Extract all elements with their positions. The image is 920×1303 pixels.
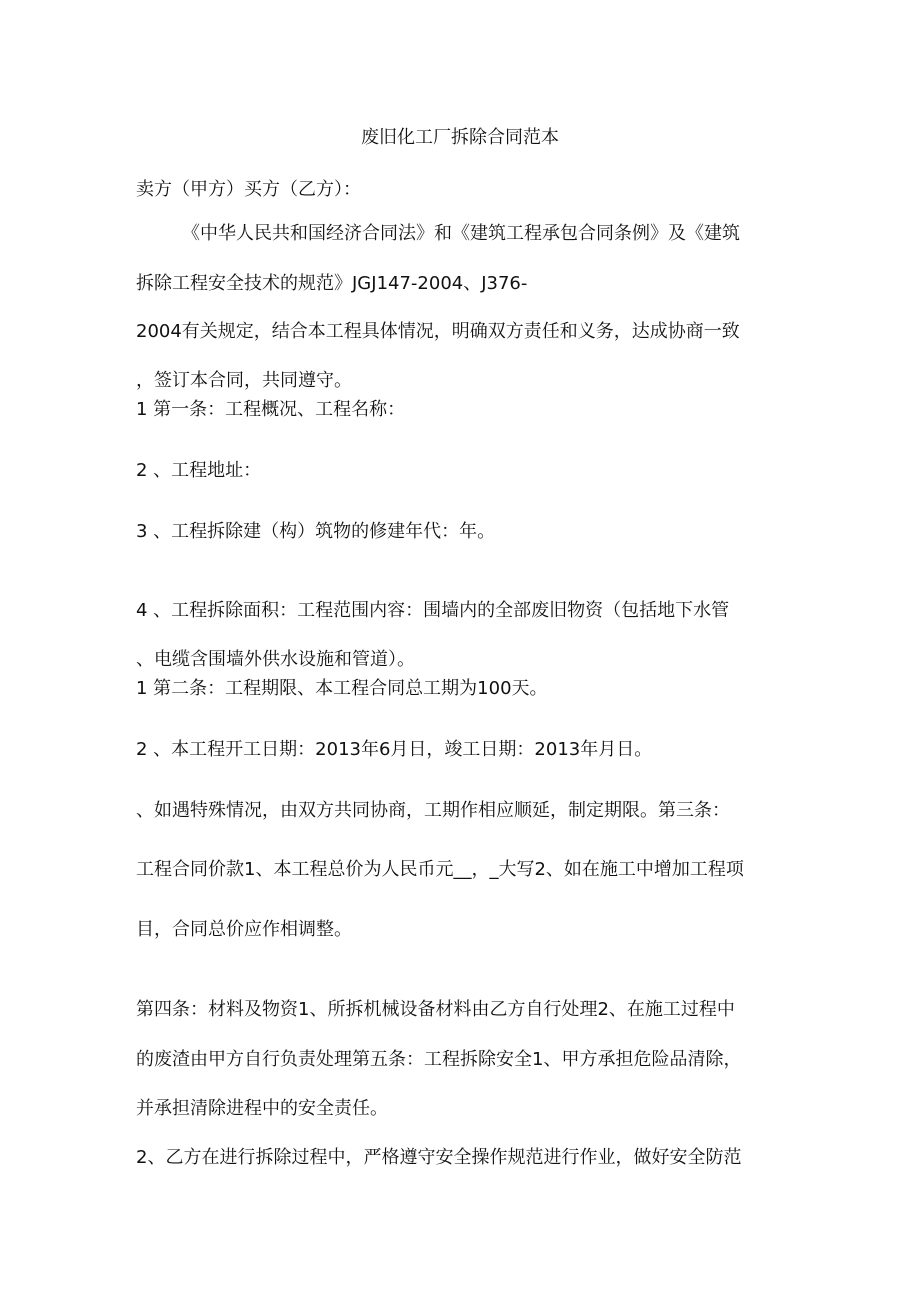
basis-line-2: 拆除工程安全技术的规范》JGJ147-2004、J376- xyxy=(136,273,528,294)
basis-line-1: 《中华人民共和国经济合同法》和《建筑工程承包合同条例》及《建筑 xyxy=(182,223,740,244)
article-1-item-3: 3 、工程拆除建（构）筑物的修建年代：年。 xyxy=(136,521,496,542)
article-4-line-2: 的废渣由甲方自行负责处理第五条：工程拆除安全1、甲方承担危险品清除， xyxy=(136,1049,742,1070)
parties-line: 卖方（甲方）买方（乙方）： xyxy=(136,179,361,200)
article-5-line-2: 2、乙方在进行拆除过程中，严格遵守安全操作规范进行作业，做好安全防范 xyxy=(136,1147,742,1168)
article-1-item-4: 4 、工程拆除面积：工程范围内容：围墙内的全部废旧物资（包括地下水管 xyxy=(136,600,730,621)
article-2-title: 1 第二条：工程期限、本工程合同总工期为100天。 xyxy=(136,678,548,699)
article-3-line-1: 工程合同价款1、本工程总价为人民币元__，_大写2、如在施工中增加工程项 xyxy=(136,859,744,880)
article-1-item-4-cont: 、电缆含围墙外供水设施和管道）。 xyxy=(136,649,415,670)
article-1-item-2: 2 、工程地址： xyxy=(136,460,262,481)
article-1-title: 1 第一条：工程概况、工程名称： xyxy=(136,399,406,420)
article-5-line-1: 并承担清除进程中的安全责任。 xyxy=(136,1098,388,1119)
article-3-line-2: 目，合同总价应作相调整。 xyxy=(136,919,352,940)
document-title: 废旧化工厂拆除合同范本 xyxy=(361,127,559,148)
basis-line-4: ，签订本合同，共同遵守。 xyxy=(136,370,352,391)
basis-line-3: 2004有关规定，结合本工程具体情况，明确双方责任和义务，达成协商一致 xyxy=(136,321,740,342)
article-2-item-2: 2 、本工程开工日期：2013年6月日，竣工日期：2013年月日。 xyxy=(136,739,653,760)
article-2-item-3: 、如遇特殊情况，由双方共同协商，工期作相应顺延，制定期限。第三条： xyxy=(136,800,730,821)
article-4-line-1: 第四条：材料及物资1、所拆机械设备材料由乙方自行处理2、在施工过程中 xyxy=(136,999,735,1020)
